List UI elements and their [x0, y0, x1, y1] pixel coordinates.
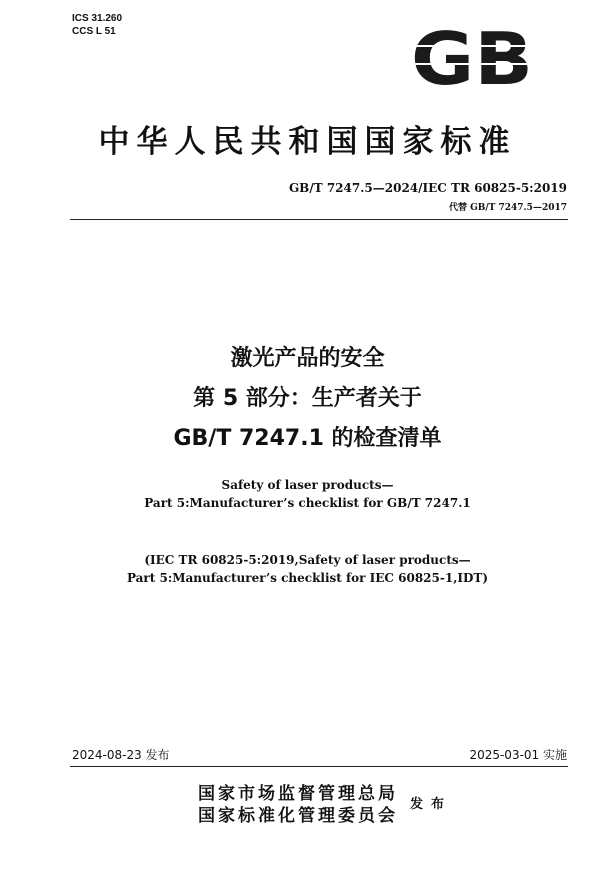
title-zh-line2: 第 5 部分：生产者关于 [193, 386, 422, 411]
standard-title: 中华人民共和国国家标准 [98, 124, 517, 160]
issuer-sac: 国家标准化管理委员会 [198, 806, 398, 826]
top-divider [70, 219, 568, 220]
bottom-divider [70, 766, 568, 767]
issuer-samr: 国家市场监督管理总局 [198, 784, 398, 804]
issuing-authorities [198, 783, 398, 827]
gb-logo [410, 24, 534, 90]
title-en-line2: Part 5:Manufacturer’s checklist for GB/T 7247.1 [144, 496, 471, 510]
title-en-line1: Safety of laser products— [221, 478, 394, 492]
equivalent-line1: (IEC TR 60825-5:2019,Safety of laser products— [144, 553, 471, 567]
classification-codes [72, 12, 122, 38]
issue-date: 2024-08-23 发布 [72, 748, 170, 762]
standard-number: GB/T 7247.5—2024/IEC TR 60825-5:2019 [288, 181, 567, 195]
ics-code: ICS 31.260 [72, 13, 123, 24]
title-zh-line1: 激光产品的安全 [230, 346, 385, 371]
implementation-date: 2025-03-01 实施 [469, 748, 567, 762]
title-zh-line3: GB/T 7247.1 的检查清单 [173, 426, 442, 451]
gb-logo-text: GB [411, 24, 533, 90]
replaces-standard: 代替 GB/T 7247.5—2017 [448, 203, 567, 213]
equivalent-line2: Part 5:Manufacturer’s checklist for IEC 60825-1,IDT) [126, 571, 489, 585]
issue-label: 发布 [410, 797, 453, 812]
ccs-code: CCS L 51 [72, 26, 116, 37]
